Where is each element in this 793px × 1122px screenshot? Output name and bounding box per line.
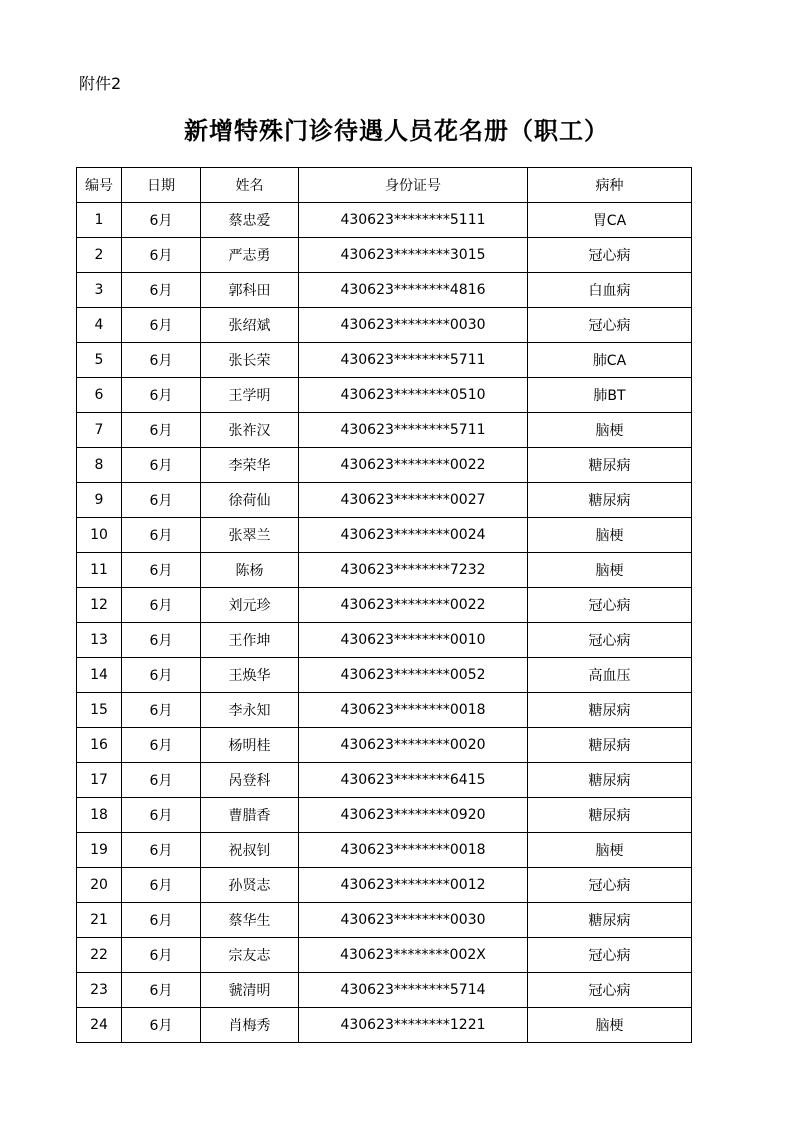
cell-id-number: 430623********002X — [299, 938, 528, 973]
header-date: 日期 — [122, 168, 201, 203]
cell-number: 22 — [77, 938, 122, 973]
cell-date: 6月 — [122, 238, 201, 273]
table-row — [77, 588, 692, 623]
cell-id-number: 430623********0052 — [299, 658, 528, 693]
cell-id-number: 430623********1221 — [299, 1008, 528, 1043]
cell-disease: 冠心病 — [528, 938, 692, 973]
table-row — [77, 413, 692, 448]
table-row — [77, 623, 692, 658]
table-row — [77, 938, 692, 973]
cell-disease: 高血压 — [528, 658, 692, 693]
cell-name: 王焕华 — [201, 658, 299, 693]
cell-name: 陈杨 — [201, 553, 299, 588]
cell-date: 6月 — [122, 903, 201, 938]
cell-name: 张绍斌 — [201, 308, 299, 343]
cell-number: 17 — [77, 763, 122, 798]
cell-number: 11 — [77, 553, 122, 588]
cell-id-number: 430623********0018 — [299, 693, 528, 728]
cell-id-number: 430623********5111 — [299, 203, 528, 238]
cell-name: 张翠兰 — [201, 518, 299, 553]
table-row — [77, 553, 692, 588]
roster-table — [76, 167, 692, 1043]
cell-name: 肖梅秀 — [201, 1008, 299, 1043]
cell-date: 6月 — [122, 588, 201, 623]
cell-number: 23 — [77, 973, 122, 1008]
cell-number: 16 — [77, 728, 122, 763]
cell-date: 6月 — [122, 448, 201, 483]
cell-id-number: 430623********0920 — [299, 798, 528, 833]
cell-number: 8 — [77, 448, 122, 483]
cell-disease: 脑梗 — [528, 553, 692, 588]
cell-disease: 脑梗 — [528, 413, 692, 448]
cell-number: 24 — [77, 1008, 122, 1043]
cell-date: 6月 — [122, 343, 201, 378]
table-row — [77, 763, 692, 798]
cell-date: 6月 — [122, 1008, 201, 1043]
cell-id-number: 430623********0510 — [299, 378, 528, 413]
cell-id-number: 430623********0030 — [299, 903, 528, 938]
cell-date: 6月 — [122, 868, 201, 903]
cell-date: 6月 — [122, 378, 201, 413]
cell-number: 21 — [77, 903, 122, 938]
table-row — [77, 203, 692, 238]
cell-date: 6月 — [122, 728, 201, 763]
header-name: 姓名 — [201, 168, 299, 203]
table-row — [77, 448, 692, 483]
cell-date: 6月 — [122, 658, 201, 693]
cell-id-number: 430623********0027 — [299, 483, 528, 518]
cell-name: 呙登科 — [201, 763, 299, 798]
table-row — [77, 483, 692, 518]
cell-name: 李永知 — [201, 693, 299, 728]
cell-number: 5 — [77, 343, 122, 378]
cell-number: 18 — [77, 798, 122, 833]
cell-name: 徐荷仙 — [201, 483, 299, 518]
table-row — [77, 798, 692, 833]
cell-id-number: 430623********0012 — [299, 868, 528, 903]
cell-name: 刘元珍 — [201, 588, 299, 623]
table-row — [77, 343, 692, 378]
cell-date: 6月 — [122, 483, 201, 518]
cell-date: 6月 — [122, 938, 201, 973]
cell-number: 12 — [77, 588, 122, 623]
cell-name: 张长荣 — [201, 343, 299, 378]
cell-disease: 糖尿病 — [528, 483, 692, 518]
cell-id-number: 430623********6415 — [299, 763, 528, 798]
cell-id-number: 430623********7232 — [299, 553, 528, 588]
cell-disease: 肺CA — [528, 343, 692, 378]
table-row — [77, 833, 692, 868]
table-row — [77, 728, 692, 763]
cell-number: 15 — [77, 693, 122, 728]
cell-number: 13 — [77, 623, 122, 658]
table-row — [77, 868, 692, 903]
cell-name: 李荣华 — [201, 448, 299, 483]
cell-name: 严志勇 — [201, 238, 299, 273]
attachment-label: 附件2 — [79, 74, 122, 93]
cell-id-number: 430623********0022 — [299, 448, 528, 483]
cell-date: 6月 — [122, 973, 201, 1008]
cell-number: 10 — [77, 518, 122, 553]
table-body — [77, 203, 692, 1043]
cell-disease: 糖尿病 — [528, 728, 692, 763]
cell-number: 6 — [77, 378, 122, 413]
table-row — [77, 1008, 692, 1043]
cell-name: 曹腊香 — [201, 798, 299, 833]
cell-name: 孙贤志 — [201, 868, 299, 903]
cell-number: 2 — [77, 238, 122, 273]
cell-number: 19 — [77, 833, 122, 868]
header-number: 编号 — [77, 168, 122, 203]
cell-number: 7 — [77, 413, 122, 448]
cell-id-number: 430623********0024 — [299, 518, 528, 553]
cell-disease: 胃CA — [528, 203, 692, 238]
cell-id-number: 430623********0022 — [299, 588, 528, 623]
cell-number: 9 — [77, 483, 122, 518]
cell-date: 6月 — [122, 308, 201, 343]
cell-number: 4 — [77, 308, 122, 343]
cell-date: 6月 — [122, 833, 201, 868]
table-row — [77, 658, 692, 693]
table-row — [77, 378, 692, 413]
cell-name: 祝叔钊 — [201, 833, 299, 868]
table-header-row — [77, 168, 692, 203]
cell-number: 14 — [77, 658, 122, 693]
cell-id-number: 430623********4816 — [299, 273, 528, 308]
cell-name: 宗友志 — [201, 938, 299, 973]
cell-disease: 冠心病 — [528, 623, 692, 658]
cell-id-number: 430623********0018 — [299, 833, 528, 868]
cell-name: 王学明 — [201, 378, 299, 413]
cell-date: 6月 — [122, 203, 201, 238]
header-id-number: 身份证号 — [299, 168, 528, 203]
cell-name: 虢清明 — [201, 973, 299, 1008]
page-title: 新增特殊门诊待遇人员花名册（职工） — [184, 116, 609, 145]
table-row — [77, 973, 692, 1008]
cell-date: 6月 — [122, 623, 201, 658]
cell-disease: 脑梗 — [528, 1008, 692, 1043]
cell-disease: 脑梗 — [528, 518, 692, 553]
cell-id-number: 430623********5714 — [299, 973, 528, 1008]
cell-disease: 冠心病 — [528, 973, 692, 1008]
cell-disease: 冠心病 — [528, 868, 692, 903]
cell-id-number: 430623********5711 — [299, 413, 528, 448]
cell-number: 1 — [77, 203, 122, 238]
cell-date: 6月 — [122, 763, 201, 798]
cell-number: 20 — [77, 868, 122, 903]
cell-id-number: 430623********0020 — [299, 728, 528, 763]
cell-name: 蔡华生 — [201, 903, 299, 938]
cell-name: 蔡忠爱 — [201, 203, 299, 238]
cell-id-number: 430623********0030 — [299, 308, 528, 343]
table-row — [77, 903, 692, 938]
cell-name: 张祚汉 — [201, 413, 299, 448]
cell-name: 王作坤 — [201, 623, 299, 658]
cell-disease: 脑梗 — [528, 833, 692, 868]
cell-disease: 糖尿病 — [528, 798, 692, 833]
cell-date: 6月 — [122, 413, 201, 448]
cell-name: 郭科田 — [201, 273, 299, 308]
cell-disease: 冠心病 — [528, 588, 692, 623]
cell-disease: 糖尿病 — [528, 763, 692, 798]
table-row — [77, 308, 692, 343]
cell-date: 6月 — [122, 518, 201, 553]
cell-date: 6月 — [122, 553, 201, 588]
cell-id-number: 430623********3015 — [299, 238, 528, 273]
table-row — [77, 273, 692, 308]
cell-disease: 糖尿病 — [528, 693, 692, 728]
header-disease: 病种 — [528, 168, 692, 203]
cell-date: 6月 — [122, 693, 201, 728]
table-row — [77, 238, 692, 273]
cell-number: 3 — [77, 273, 122, 308]
cell-id-number: 430623********5711 — [299, 343, 528, 378]
cell-name: 杨明桂 — [201, 728, 299, 763]
cell-disease: 白血病 — [528, 273, 692, 308]
cell-date: 6月 — [122, 798, 201, 833]
cell-disease: 糖尿病 — [528, 903, 692, 938]
cell-disease: 冠心病 — [528, 238, 692, 273]
cell-disease: 糖尿病 — [528, 448, 692, 483]
cell-id-number: 430623********0010 — [299, 623, 528, 658]
table-row — [77, 518, 692, 553]
table-row — [77, 693, 692, 728]
cell-date: 6月 — [122, 273, 201, 308]
cell-disease: 冠心病 — [528, 308, 692, 343]
cell-disease: 肺BT — [528, 378, 692, 413]
